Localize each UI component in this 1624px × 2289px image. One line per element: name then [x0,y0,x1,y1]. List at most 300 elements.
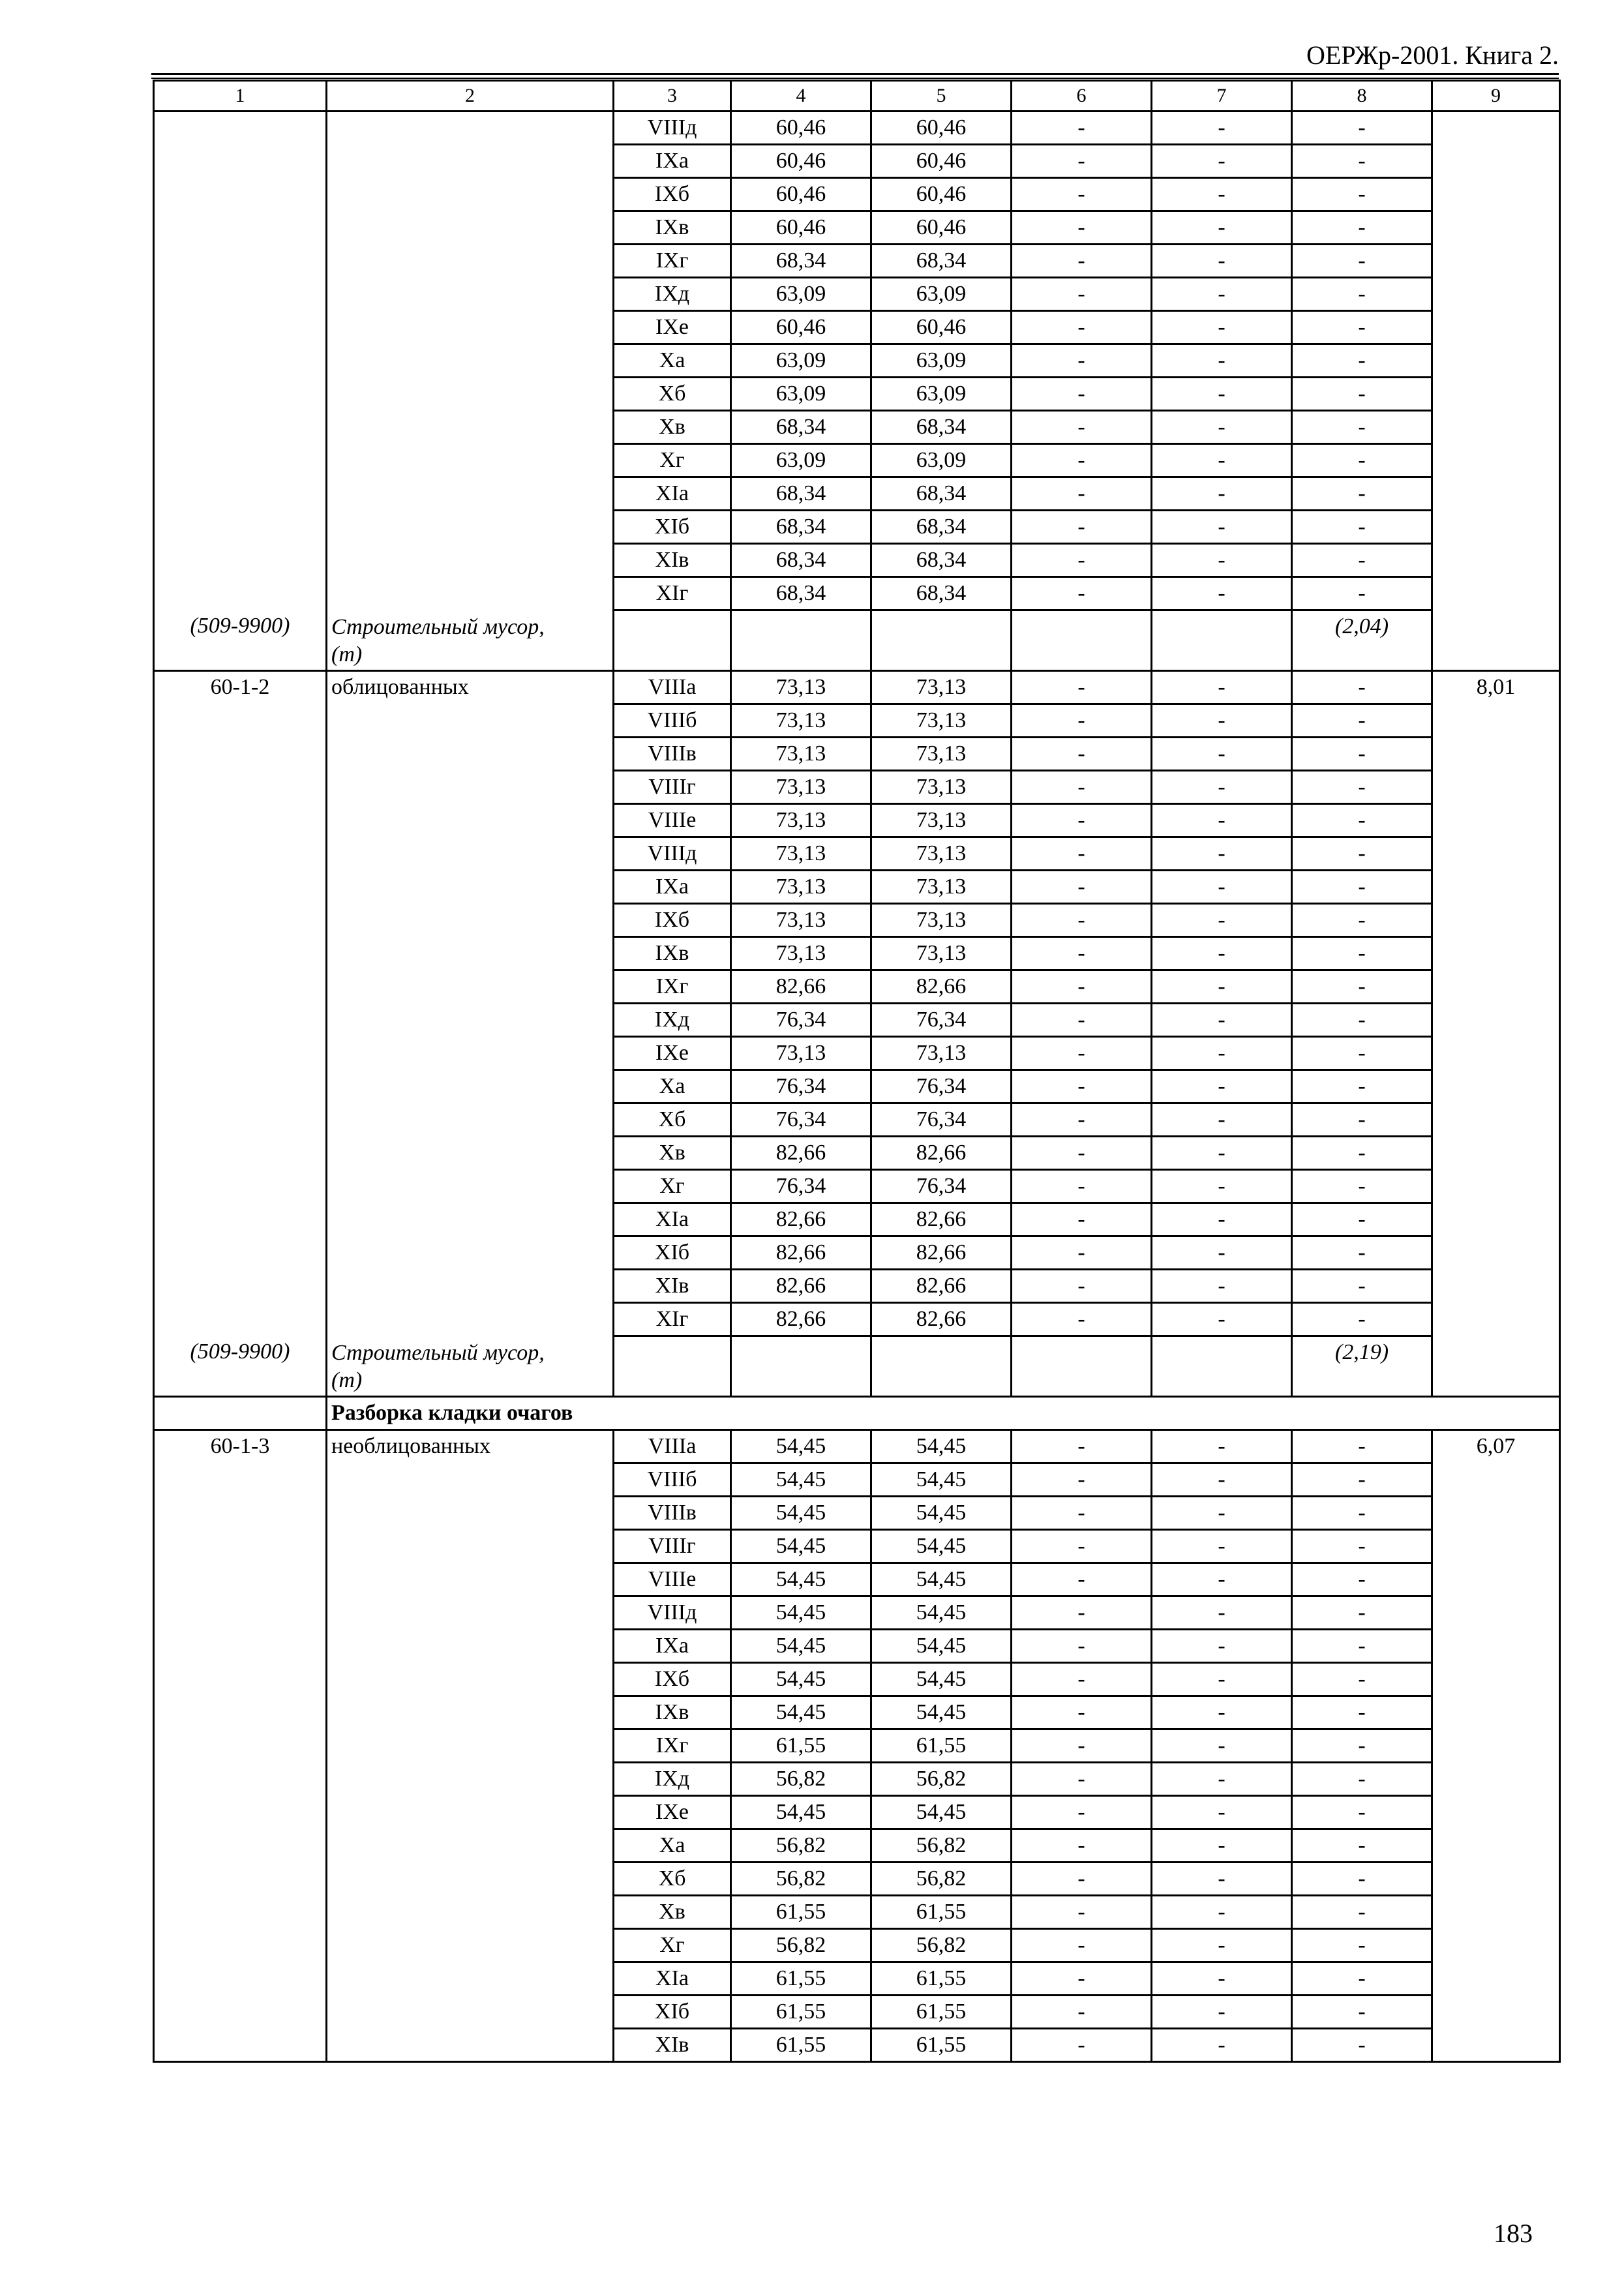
value-cell-8: - [1292,344,1432,378]
value-cell-7: - [1152,1236,1292,1270]
value-cell-8: - [1292,444,1432,477]
value-cell-6: - [1012,1497,1152,1530]
value-cell-8: - [1292,411,1432,444]
value-cell-4: 73,13 [731,671,871,704]
value-cell-6: - [1012,1303,1152,1336]
value-cell-8: - [1292,1696,1432,1729]
value-cell-8: - [1292,1563,1432,1596]
value-cell-8: - [1292,544,1432,577]
value-cell-8: - [1292,1303,1432,1336]
value-cell-4: 56,82 [731,1863,871,1896]
value-cell-5: 61,55 [871,2029,1012,2062]
value-cell-8: - [1292,937,1432,970]
name-cell [327,112,614,671]
value-cell-5: 60,46 [871,145,1012,178]
value-cell-5: 73,13 [871,738,1012,771]
value-cell-5: 73,13 [871,704,1012,738]
value-cell-8: - [1292,245,1432,278]
value-cell-4: 54,45 [731,1596,871,1630]
value-cell-4: 54,45 [731,1796,871,1829]
value-cell-5: 63,09 [871,378,1012,411]
footer-region-cell [614,1336,731,1397]
debris-name-line-1: Строительный мусор, [331,1341,545,1365]
value-cell-4: 73,13 [731,804,871,837]
value-cell-4: 54,45 [731,1630,871,1663]
value-cell-8: - [1292,1103,1432,1137]
region-cell: IXд [614,278,731,311]
norms-table [153,80,1561,2063]
value-cell-5: 73,13 [871,671,1012,704]
value-cell-8: - [1292,1170,1432,1203]
value-cell-8: - [1292,970,1432,1004]
value-cell-6: - [1012,1763,1152,1796]
value-cell-4: 73,13 [731,837,871,871]
value-cell-4: 54,45 [731,1530,871,1563]
region-cell: VIIIе [614,1563,731,1596]
region-cell: Xг [614,444,731,477]
value-cell-7: - [1152,937,1292,970]
value-cell-5: 82,66 [871,1203,1012,1236]
value-cell-6: - [1012,1663,1152,1696]
value-cell-4: 82,66 [731,1137,871,1170]
value-cell-4: 61,55 [731,1996,871,2029]
value-cell-5: 76,34 [871,1070,1012,1103]
value-cell-6: - [1012,311,1152,344]
value-cell-4: 82,66 [731,1303,871,1336]
value-cell-4: 61,55 [731,1962,871,1996]
value-cell-4: 63,09 [731,444,871,477]
value-cell-6: - [1012,145,1152,178]
value-cell-8: - [1292,771,1432,804]
value-cell-7: - [1152,1929,1292,1962]
region-cell: Xв [614,1137,731,1170]
column-number-4: 4 [731,81,871,112]
value-cell-5: 73,13 [871,771,1012,804]
value-cell-7: - [1152,544,1292,577]
region-cell: Xб [614,1863,731,1896]
value-cell-6: - [1012,444,1152,477]
value-cell-4: 82,66 [731,1203,871,1236]
value-cell-8: - [1292,1270,1432,1303]
value-cell-7: - [1152,1497,1292,1530]
value-cell-8: - [1292,1829,1432,1863]
value-cell-8: - [1292,1497,1432,1530]
value-cell-4: 60,46 [731,112,871,145]
value-cell-5: 63,09 [871,278,1012,311]
region-cell: IXа [614,871,731,904]
value-cell-7: - [1152,1796,1292,1829]
value-cell-4: 61,55 [731,1729,871,1763]
value-cell-5: 54,45 [871,1530,1012,1563]
region-cell: VIIIд [614,837,731,871]
column-number-2: 2 [327,81,614,112]
region-cell: XIв [614,2029,731,2062]
footer-value-cell-5 [871,610,1012,671]
value-cell-6: - [1012,1996,1152,2029]
value-cell-5: 54,45 [871,1630,1012,1663]
value-cell-7: - [1152,378,1292,411]
value-cell-6: - [1012,511,1152,544]
value-cell-4: 73,13 [731,738,871,771]
section-heading-row [154,1397,1560,1430]
value-cell-4: 54,45 [731,1563,871,1596]
value-cell-7: - [1152,1896,1292,1929]
value-cell-5: 68,34 [871,477,1012,511]
value-cell-8: - [1292,837,1432,871]
table-body [154,112,1560,2062]
debris-code: (509-9900) [190,614,290,638]
footer-value-cell-4 [731,1336,871,1397]
name-cell [327,671,614,1397]
running-head: ОЕРЖр-2001. Книга 2. [1306,40,1559,70]
debris-name-line-1: Строительный мусор, [331,615,545,639]
value-cell-6: - [1012,1070,1152,1103]
value-cell-6: - [1012,871,1152,904]
region-cell: IXг [614,245,731,278]
value-cell-7: - [1152,577,1292,610]
code-cell [154,671,327,1397]
value-cell-8: - [1292,577,1432,610]
value-cell-7: - [1152,1270,1292,1303]
value-cell-6: - [1012,671,1152,704]
value-cell-4: 76,34 [731,1170,871,1203]
value-cell-5: 54,45 [871,1563,1012,1596]
value-cell-7: - [1152,1203,1292,1236]
value-cell-7: - [1152,1996,1292,2029]
value-cell-7: - [1152,278,1292,311]
region-cell: XIа [614,1203,731,1236]
value-cell-6: - [1012,1563,1152,1596]
region-cell: Xа [614,1070,731,1103]
value-cell-5: 76,34 [871,1103,1012,1137]
value-cell-5: 54,45 [871,1596,1012,1630]
value-cell-7: - [1152,477,1292,511]
value-cell-7: - [1152,1863,1292,1896]
value-cell-8: - [1292,178,1432,211]
value-cell-4: 54,45 [731,1663,871,1696]
value-cell-8: - [1292,1763,1432,1796]
value-cell-4: 82,66 [731,1270,871,1303]
value-cell-8: - [1292,871,1432,904]
region-cell: XIв [614,1270,731,1303]
table-row [154,1430,1560,1463]
value-cell-5: 63,09 [871,444,1012,477]
value-cell-8: - [1292,1996,1432,2029]
value-cell-5: 56,82 [871,1929,1012,1962]
value-cell-5: 82,66 [871,1270,1012,1303]
value-cell-8: - [1292,1037,1432,1070]
value-cell-7: - [1152,1563,1292,1596]
region-cell: Xг [614,1170,731,1203]
value-cell-5: 61,55 [871,1996,1012,2029]
value-cell-5: 54,45 [871,1796,1012,1829]
footer-value-cell-6 [1012,1336,1152,1397]
region-cell: IXд [614,1763,731,1796]
value-cell-7: - [1152,145,1292,178]
value-cell-7: - [1152,344,1292,378]
code-cell: 60-1-3 [154,1430,327,2062]
region-cell: Xа [614,344,731,378]
value-cell-4: 68,34 [731,245,871,278]
value-cell-6: - [1012,1729,1152,1763]
value-cell-7: - [1152,1596,1292,1630]
debris-value: (2,04) [1292,610,1432,671]
region-cell: XIб [614,1236,731,1270]
region-cell: VIIIг [614,771,731,804]
value-cell-7: - [1152,1303,1292,1336]
region-cell: IXв [614,211,731,245]
value-cell-5: 56,82 [871,1829,1012,1863]
value-cell-8: - [1292,1236,1432,1270]
region-cell: IXг [614,970,731,1004]
value-cell-5: 63,09 [871,344,1012,378]
region-cell: Xб [614,1103,731,1137]
table-row [154,112,1560,145]
value-cell-6: - [1012,1696,1152,1729]
value-cell-6: - [1012,970,1152,1004]
value-cell-6: - [1012,1270,1152,1303]
value-cell-6: - [1012,1896,1152,1929]
page-number: 183 [1494,2219,1533,2248]
region-cell: Xа [614,1829,731,1863]
value-cell-8: - [1292,1962,1432,1996]
value-cell-8: - [1292,704,1432,738]
value-cell-4: 54,45 [731,1430,871,1463]
region-cell: VIIIв [614,1497,731,1530]
region-cell: IXе [614,311,731,344]
value-cell-5: 68,34 [871,511,1012,544]
value-cell-5: 68,34 [871,411,1012,444]
value-cell-6: - [1012,477,1152,511]
region-cell: XIг [614,577,731,610]
value-cell-5: 73,13 [871,871,1012,904]
value-cell-8: - [1292,1596,1432,1630]
debris-name [331,1339,612,1394]
value-cell-8: - [1292,1863,1432,1896]
region-cell: IXа [614,145,731,178]
region-cell: XIв [614,544,731,577]
region-cell: IXе [614,1037,731,1070]
value-cell-5: 61,55 [871,1729,1012,1763]
section-code: 60-1-2 [210,675,270,699]
value-cell-5: 54,45 [871,1430,1012,1463]
value-cell-4: 73,13 [731,937,871,970]
column-number-5: 5 [871,81,1012,112]
col9-cell: 6,07 [1432,1430,1560,2062]
region-cell: VIIIд [614,1596,731,1630]
value-cell-8: - [1292,1463,1432,1497]
region-cell: IXа [614,1630,731,1663]
value-cell-6: - [1012,1962,1152,1996]
value-cell-5: 82,66 [871,1303,1012,1336]
value-cell-6: - [1012,738,1152,771]
value-cell-7: - [1152,871,1292,904]
value-cell-6: - [1012,178,1152,211]
value-cell-6: - [1012,1829,1152,1863]
value-cell-5: 60,46 [871,112,1012,145]
value-cell-4: 73,13 [731,904,871,937]
value-cell-6: - [1012,1137,1152,1170]
value-cell-7: - [1152,1103,1292,1137]
value-cell-6: - [1012,1236,1152,1270]
value-cell-8: - [1292,2029,1432,2062]
value-cell-4: 60,46 [731,178,871,211]
value-cell-8: - [1292,211,1432,245]
value-cell-4: 82,66 [731,970,871,1004]
value-cell-5: 73,13 [871,937,1012,970]
region-cell: IXв [614,1696,731,1729]
region-cell: IXв [614,937,731,970]
footer-value-cell-7 [1152,1336,1292,1397]
value-cell-5: 60,46 [871,311,1012,344]
value-cell-4: 60,46 [731,145,871,178]
region-cell: IXг [614,1729,731,1763]
value-cell-4: 73,13 [731,771,871,804]
value-cell-7: - [1152,970,1292,1004]
region-cell: VIIIд [614,112,731,145]
value-cell-6: - [1012,1103,1152,1137]
column-number-8: 8 [1292,81,1432,112]
value-cell-8: - [1292,1530,1432,1563]
value-cell-6: - [1012,2029,1152,2062]
column-number-row [154,81,1560,112]
value-cell-8: - [1292,145,1432,178]
value-cell-4: 60,46 [731,211,871,245]
value-cell-6: - [1012,378,1152,411]
footer-value-cell-6 [1012,610,1152,671]
value-cell-4: 54,45 [731,1497,871,1530]
value-cell-7: - [1152,904,1292,937]
value-cell-7: - [1152,1430,1292,1463]
value-cell-5: 54,45 [871,1663,1012,1696]
value-cell-6: - [1012,837,1152,871]
value-cell-4: 68,34 [731,477,871,511]
value-cell-6: - [1012,411,1152,444]
value-cell-6: - [1012,1596,1152,1630]
region-cell: IXб [614,1663,731,1696]
value-cell-7: - [1152,1530,1292,1563]
value-cell-6: - [1012,1530,1152,1563]
name-cell: необлицованных [327,1430,614,2062]
value-cell-6: - [1012,1863,1152,1896]
value-cell-6: - [1012,577,1152,610]
footer-region-cell [614,610,731,671]
value-cell-6: - [1012,544,1152,577]
value-cell-5: 82,66 [871,970,1012,1004]
value-cell-7: - [1152,178,1292,211]
value-cell-4: 56,82 [731,1929,871,1962]
value-cell-6: - [1012,245,1152,278]
footer-value-cell-4 [731,610,871,671]
region-cell: VIIIа [614,671,731,704]
debris-name [331,614,612,668]
value-cell-7: - [1152,1137,1292,1170]
debris-name-line-2: (т) [331,1368,363,1392]
value-cell-5: 82,66 [871,1236,1012,1270]
value-cell-6: - [1012,1037,1152,1070]
value-cell-8: - [1292,511,1432,544]
region-cell: VIIIе [614,804,731,837]
value-cell-7: - [1152,1663,1292,1696]
value-cell-7: - [1152,804,1292,837]
value-cell-5: 60,46 [871,178,1012,211]
value-cell-4: 54,45 [731,1696,871,1729]
value-cell-4: 68,34 [731,577,871,610]
value-cell-6: - [1012,1170,1152,1203]
footer-value-cell-5 [871,1336,1012,1397]
col9-cell: 8,01 [1432,671,1560,1397]
value-cell-8: - [1292,1896,1432,1929]
value-cell-6: - [1012,1004,1152,1037]
value-cell-4: 76,34 [731,1070,871,1103]
region-cell: XIа [614,1962,731,1996]
value-cell-4: 63,09 [731,344,871,378]
value-cell-7: - [1152,211,1292,245]
value-cell-7: - [1152,112,1292,145]
value-cell-8: - [1292,738,1432,771]
column-number-6: 6 [1012,81,1152,112]
value-cell-7: - [1152,411,1292,444]
value-cell-6: - [1012,1929,1152,1962]
value-cell-7: - [1152,511,1292,544]
value-cell-5: 76,34 [871,1170,1012,1203]
column-number-9: 9 [1432,81,1560,112]
value-cell-8: - [1292,1796,1432,1829]
value-cell-7: - [1152,311,1292,344]
value-cell-8: - [1292,1070,1432,1103]
region-cell: VIIIб [614,1463,731,1497]
value-cell-5: 82,66 [871,1137,1012,1170]
value-cell-4: 73,13 [731,871,871,904]
value-cell-4: 60,46 [731,311,871,344]
region-cell: VIIIа [614,1430,731,1463]
norms-table-container [153,80,1533,2063]
value-cell-4: 63,09 [731,378,871,411]
value-cell-7: - [1152,245,1292,278]
value-cell-6: - [1012,1796,1152,1829]
section-heading: Разборка кладки очагов [327,1397,1560,1430]
value-cell-7: - [1152,1630,1292,1663]
value-cell-6: - [1012,1203,1152,1236]
value-cell-8: - [1292,904,1432,937]
region-cell: XIб [614,1996,731,2029]
header-rule [151,73,1559,75]
value-cell-8: - [1292,1929,1432,1962]
region-cell: Xб [614,378,731,411]
region-cell: XIб [614,511,731,544]
value-cell-8: - [1292,1430,1432,1463]
region-cell: IXб [614,178,731,211]
value-cell-7: - [1152,444,1292,477]
value-cell-6: - [1012,1463,1152,1497]
value-cell-4: 68,34 [731,544,871,577]
region-cell: XIг [614,1303,731,1336]
value-cell-8: - [1292,112,1432,145]
value-cell-5: 60,46 [871,211,1012,245]
value-cell-4: 76,34 [731,1103,871,1137]
column-number-3: 3 [614,81,731,112]
value-cell-7: - [1152,1463,1292,1497]
value-cell-8: - [1292,311,1432,344]
value-cell-7: - [1152,704,1292,738]
value-cell-7: - [1152,1037,1292,1070]
value-cell-5: 68,34 [871,245,1012,278]
value-cell-4: 61,55 [731,1896,871,1929]
value-cell-7: - [1152,738,1292,771]
value-cell-5: 68,34 [871,577,1012,610]
value-cell-5: 61,55 [871,1896,1012,1929]
value-cell-6: - [1012,1430,1152,1463]
